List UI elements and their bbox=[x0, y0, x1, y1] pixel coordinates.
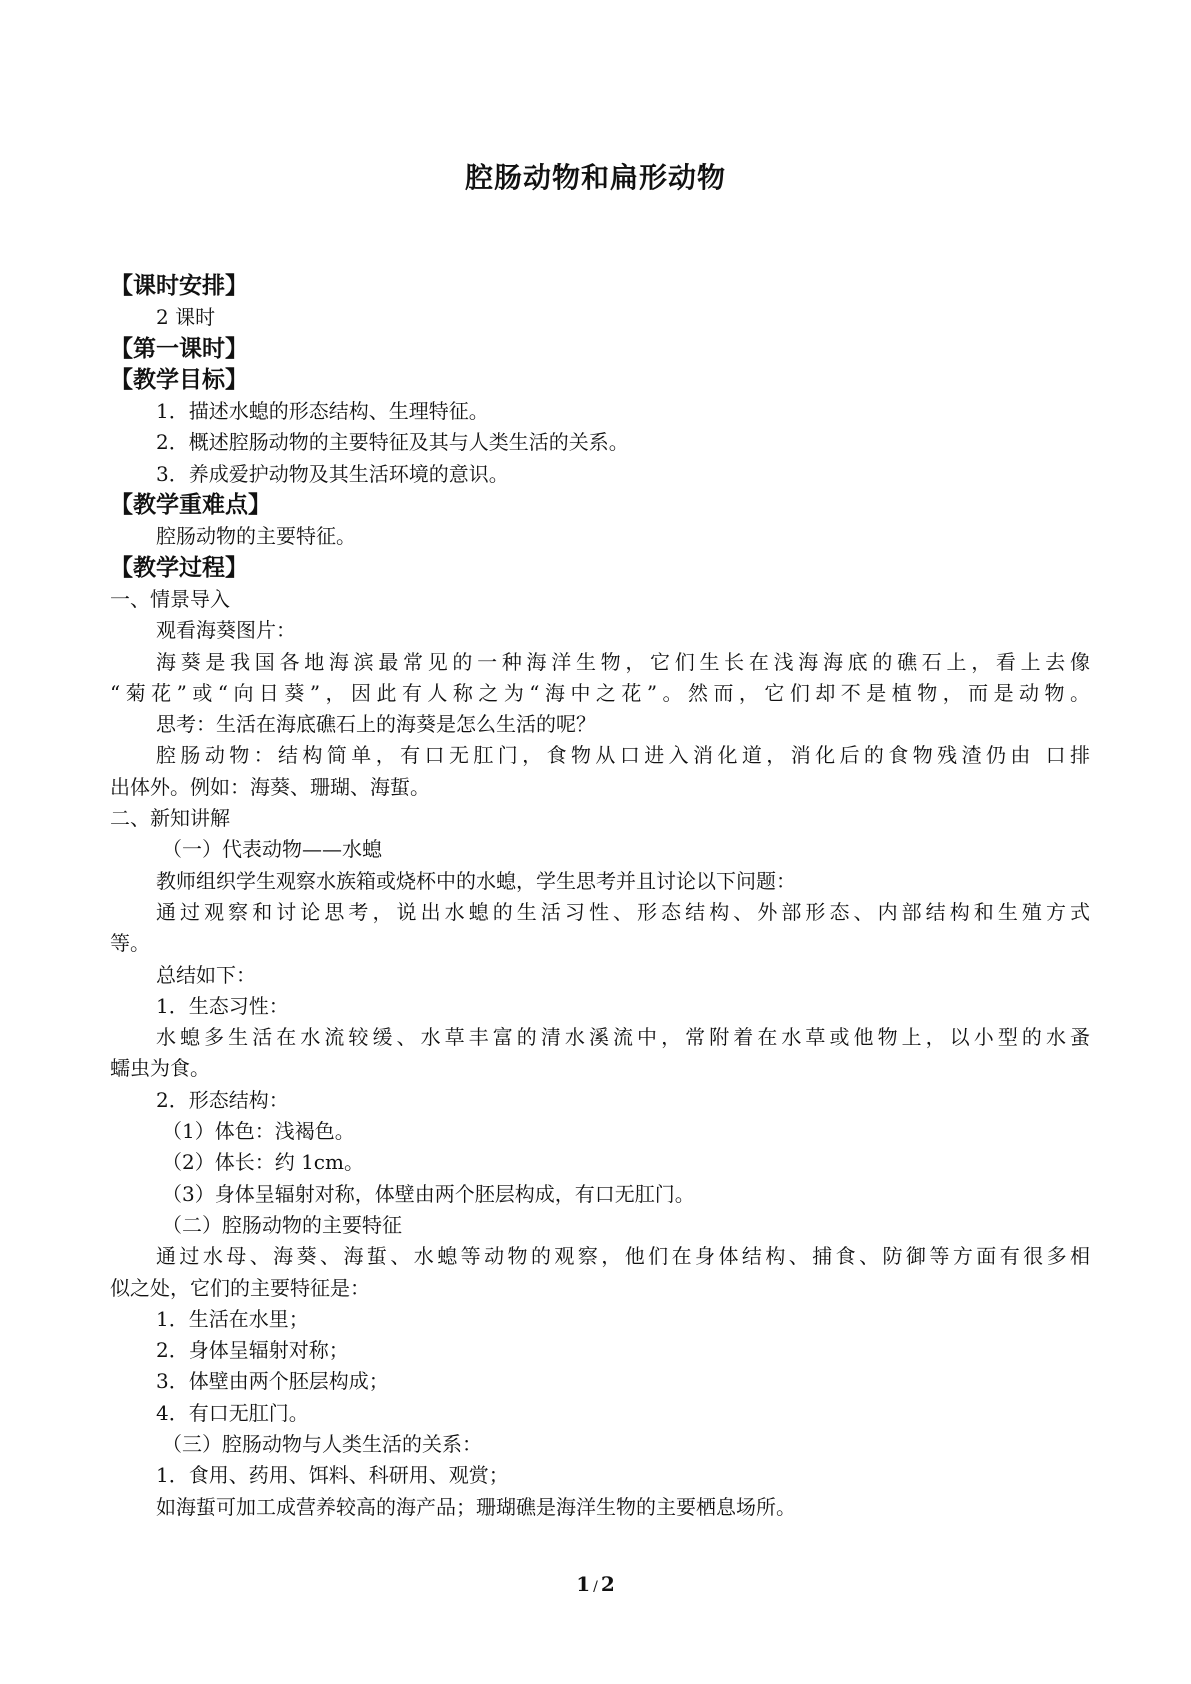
text-line: 2．形态结构： bbox=[156, 1087, 289, 1112]
text-line: 1．生活在水里； bbox=[156, 1306, 309, 1331]
text-line: 4．有口无肛门。 bbox=[156, 1400, 309, 1425]
text-line: 海葵是我国各地海滨最常见的一种海洋生物，它们生长在浅海海底的礁石上，看上去像 bbox=[156, 649, 1090, 674]
document-body bbox=[110, 271, 1090, 1523]
text-line: 一、情景导入 bbox=[110, 586, 230, 611]
text-line: （1）体色：浅褐色。 bbox=[162, 1119, 355, 1144]
text-line: 3．养成爱护动物及其生活环境的意识。 bbox=[156, 461, 509, 486]
text-line: （二）腔肠动物的主要特征 bbox=[162, 1212, 402, 1237]
text-line: 通过观察和讨论思考，说出水螅的生活习性、形态结构、外部形态、内部结构和生殖方式 bbox=[156, 899, 1090, 924]
text-line: （2）体长：约 1cm。 bbox=[162, 1150, 364, 1175]
section-heading: 【教学重难点】 bbox=[110, 492, 271, 519]
text-line: 教师组织学生观察水族箱或烧杯中的水螅，学生思考并且讨论以下问题： bbox=[156, 868, 796, 893]
section-heading: 【教学目标】 bbox=[110, 366, 248, 393]
page-separator: / bbox=[593, 1579, 598, 1595]
text-line: 腔肠动物：结构简单，有口无肛门，食物从口进入消化道，消化后的食物残渣仍由 口排 bbox=[156, 743, 1090, 768]
text-line: 出体外。例如：海葵、珊瑚、海蜇。 bbox=[110, 774, 430, 799]
text-line: 腔肠动物的主要特征。 bbox=[156, 524, 356, 549]
text-line: 1．食用、药用、饵料、科研用、观赏； bbox=[156, 1463, 509, 1488]
text-line: 2 课时 bbox=[156, 305, 216, 330]
text-line: 总结如下： bbox=[156, 962, 256, 987]
text-line: 似之处，它们的主要特征是： bbox=[110, 1275, 370, 1300]
text-line: 1．描述水螅的形态结构、生理特征。 bbox=[156, 399, 489, 424]
text-line: 等。 bbox=[110, 931, 150, 956]
page-number bbox=[0, 1572, 1191, 1596]
text-line: 思考：生活在海底礁石上的海葵是怎么生活的呢？ bbox=[156, 712, 596, 737]
page-current: 1 bbox=[576, 1572, 591, 1596]
text-line: 2．概述腔肠动物的主要特征及其与人类生活的关系。 bbox=[156, 430, 629, 455]
text-line: 蠕虫为食。 bbox=[110, 1056, 210, 1081]
text-line: （三）腔肠动物与人类生活的关系： bbox=[162, 1431, 482, 1456]
section-heading: 【教学过程】 bbox=[110, 554, 248, 581]
text-line: 1．生态习性： bbox=[156, 993, 289, 1018]
text-line: 二、新知讲解 bbox=[110, 806, 230, 831]
page-total: 2 bbox=[600, 1572, 615, 1596]
text-line: 2．身体呈辐射对称； bbox=[156, 1338, 349, 1363]
text-line: 水螅多生活在水流较缓、水草丰富的清水溪流中，常附着在水草或他物上，以小型的水蚤 bbox=[156, 1025, 1090, 1050]
document-title: 腔肠动物和扁形动物 bbox=[464, 161, 726, 194]
text-line: （3）身体呈辐射对称，体壁由两个胚层构成，有口无肛门。 bbox=[162, 1181, 695, 1206]
text-line: 3．体壁由两个胚层构成； bbox=[156, 1369, 389, 1394]
section-heading: 【第一课时】 bbox=[110, 335, 248, 362]
text-line: 如海蜇可加工成营养较高的海产品；珊瑚礁是海洋生物的主要栖息场所。 bbox=[156, 1494, 796, 1519]
section-heading: 【课时安排】 bbox=[110, 273, 248, 299]
text-line: 通过水母、海葵、海蜇、水螅等动物的观察，他们在身体结构、捕食、防御等方面有很多相 bbox=[156, 1244, 1090, 1269]
text-line: “菊花”或“向日葵”，因此有人称之为“海中之花”。然而，它们却不是植物，而是动物。 bbox=[110, 680, 1090, 705]
text-line: 观看海葵图片： bbox=[156, 618, 296, 643]
text-line: （一）代表动物——水螅 bbox=[162, 837, 382, 862]
